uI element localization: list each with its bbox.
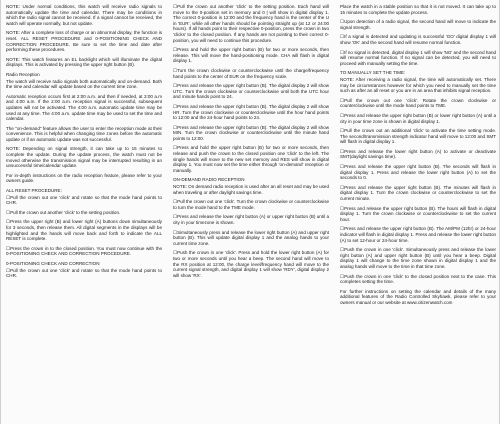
instruction-step: ☐Push the crown in one 'click' to the closed position next to the case. This completes setting the time. (340, 273, 496, 285)
instruction-step: ☐Simultaneously press and release the lower right button (A) and upper right button (B). This will update digital display 1 and the analog hands to your current time zone. (173, 229, 329, 246)
instruction-step: ☐Pull the crown out another 'click' to the setting position. (6, 209, 121, 215)
instruction-step: ☐Pull the crown out one 'click'. Rotate the crown clockwise or counterclockwise until the mode hand points to TME. (340, 97, 496, 109)
paragraph: For further instructions on setting the calendar and details of the many additional features of the Radio Controlled Skyhawk, please refer to your owners manual or our website at www.citizenwatch.com (340, 288, 496, 305)
paragraph: Automatic reception occurs first at 2:00 a.m. and then if needed, at 3:00 a.m and 4:00 a.m. If the 2:00 a.m. reception signal is successful, subsequent updates will not be activated. The 4:00 a.m. automatic update time may be used at any time. The 4:00 a.m. update time may be used to set the time and calendar. (6, 93, 162, 122)
paragraph: NOTE: After a complete loss of charge or an abnormal display, the function is reset. ALL RESET PROCEDURE and 0-POSITIONING CHECK AND CORRECTION PROCEDURE. Be sure to set the time and date after performing these procedures. (6, 30, 162, 53)
instruction-step: ☐Press and release the lower right button (A) or upper right button (B) until a city in your timezone is shown. (173, 214, 329, 225)
paragraph: NOTE: On demand radio reception is used after an all reset and may be used when traveling or after daylight savings time. (173, 184, 329, 195)
instruction-step: ☐Pull the crown out one 'click' and rotate so that the mode hand points to CHR. (6, 194, 162, 206)
instruction-step: ☐Press and release the upper right button (B) or lower right button (A) until a city in your time zone is shown in digital display 1. (340, 112, 496, 124)
section-heading: ALL RESET PROCEDURE: (6, 188, 62, 194)
instruction-step: ☐Press the upper right (B) and lower right (A) buttons down simultaneously for 3 seconds, then release them. All digital segments in the displays will be highlighted and the hands will move back and forth to indicate the ALL RESET is complete. (6, 219, 162, 242)
instruction-step: ☐Press and hold the upper right button (B) for two or more seconds, then release and push the crown to the closed position one 'click' to the left. The single hands will move to the new set memory and RES will show in digital display 1. You must now set the time either through 'on-demand' reception or manually. (173, 145, 329, 173)
instruction-step: ☐Press and release the lower right button (A) to activate or deactivate SMT(daylight savings time). (340, 148, 496, 160)
instruction-step: ☐Pull the crown out an additional 'click' to activate the time setting mode. The second/transmission strength indicator hand will move to 12:00 and SMT will flash in digital display 1. (340, 128, 496, 145)
text-column-3 (340, 4, 496, 422)
paragraph: The "on-demand" feature allows the user to enter the reception mode at their convenience. This is helpful when changing time zones before the automatic update or if an automatic update was not successful. (6, 125, 162, 142)
paragraph: NOTE: Depending on signal strength, it can take up to 15 minutes to complete the update. During the update process, the watch must not be moved otherwise the transmission signal may be interrupted resulting in an unsuccessful time/calendar update. (6, 146, 162, 169)
instruction-step: ☐Press and release the upper right button (B). The digital display 2 will show MIN. Turn the crown clockwise or counterclockwise until the minute hand points to 12:00. (173, 124, 329, 141)
paragraph: The watch will receive radio signals both automatically and on-demand. Both the time and calendar will update based on the current time zone. (6, 78, 162, 90)
instruction-step: ☐Press and release the upper right button (B). The minutes will flash in digital display 1. Turn the crown clockwise or counterclockwise to set the current minute. (340, 184, 496, 202)
paragraph: For in-depth instructions on the radio reception feature, please refer to your owners guide. (6, 172, 162, 184)
paragraph: NOTE: After receiving a radio signal, the time will automatically set. There may be circumstances however for which you need to manually set the time such as after an all reset or you are in an area that inhibits signal reception. (340, 76, 496, 94)
instruction-step: ☐Upon detection of a radio signal, the second hand will move to indicate the signal strength. (340, 19, 496, 30)
instruction-step: ☐Press the crown in to the closed position. You must now continue with the 0-POSITIONING CHECK AND CORRECTION PROCEDURE. (6, 245, 162, 257)
instruction-step: ☐Press and release the upper right button (B). The seconds will flash in digital display 1. Press and release the lower right button (A) to set the seconds to 0. (340, 164, 496, 181)
instruction-step: ☐Push the crown in one 'click'. Simultaneously press and release the lower right button (A) and upper right button (B) until you hear a beep. Digital display 1 will change to the time zone shown in digital display 1 and the analog hands will move to the time in that time zone. (340, 247, 496, 269)
paragraph: Place the watch in a stable position so that it is not moved. It can take up to 15 minutes to complete the update process. (340, 4, 496, 15)
instruction-step: ☐Push the crown in one 'click'. Press and hold the lower right button (A) for two or more seconds until you hear a beep. The second hand will move to the RX position at 12:00, the charge level/frequency hand will move to the current signal strength, and digital display 1 will show 'RDY', digital display 2 will show 'RX'. (173, 250, 329, 278)
text-column-1 (6, 4, 162, 422)
instruction-step: ☐Pull the crown out another 'click' to the setting position. Each hand will move to the 0-position set in memory and 0 | will show in digital display 1. The correct 0-position is 12:00 and the frequency hand is the center of the U in 'EUR', while all other hands should be pointing straight up (at 12 or 24:00 hours). If all hands point to their respective 0-position, press the crown in two 'clicks' to the closed position. If any hands are not pointing to their correct 0-position, you will need to continue this procedure. (173, 4, 329, 43)
instruction-step: ☐Pull the crown out one 'click'. Turn the crown clockwise or counterclockwise to turn the mode hand to the TME mode. (173, 199, 329, 210)
instruction-step: ☐Press and release the upper right button (B). The hours will flash in digital display 1. Turn the crown clockwise or counterclockwise to set the current hour. (340, 205, 496, 222)
instruction-step: ☐If a signal is detected and updating is successful 'GO' digital display 1 will show 'OK' and the second hand will resume normal function. (340, 34, 496, 45)
text-column-2 (173, 4, 329, 422)
paragraph: NOTE: This watch features an EL backlight which will illuminate the digital displays. This is activated by pressing the upper right button (B). (6, 56, 162, 68)
section-heading: ON-DEMAND RADIO RECEPTION (173, 177, 245, 183)
section-heading: TO MANUALLY SET THE TIME: (340, 70, 406, 76)
paragraph: NOTE: Under normal conditions, this watch will receive radio signals to automatically update the time and calendar. There may be conditions in which the radio signal cannot be received. If a signal cannot be received, the watch will operate normally, but not update. (6, 4, 162, 26)
instruction-step: ☐Press and release the upper right button (B). The digital display 2 will show UTC. Turn the crown clockwise or counterclockwise until both the UTC hour and minute hands point to 24. (173, 83, 329, 100)
instruction-step: ☐Press and release the upper right button (B). The AM/PM (12hr) or 24-hour indicator will flash in digital display 1. Press and release the lower right button (A) to set 12-hour or 24-hour time. (340, 226, 496, 243)
section-heading: 0-POSITIONING CHECK AND CORRECTION (6, 260, 100, 266)
instruction-step: ☐Press and release the upper right button (B). The digital display 2 will show HR. Turn the crown clockwise or counterclockwise until the hour hand points to 12:00 and the 24-hour hand points to 24. (173, 103, 329, 121)
instruction-step: ☐Turn the crown clockwise or counterclockwise until the charge/frequency hand points to the center of EUR on the frequency scale. (173, 67, 329, 79)
section-heading: Radio Reception (6, 71, 40, 77)
instruction-step: ☐Pull the crown out one 'click' and rotate so that the mode hand points to CHR. (6, 267, 162, 279)
instruction-step: ☐Press and hold the upper right button (B) for two or more seconds, then release. This will move the hand-positioning mode. CHA will flash in digital display 1. (173, 47, 329, 64)
instruction-step: ☐If no signal is detected, digital display 1 will show 'NG' and the second hand will resume normal function. If no signal can be detected, you will need to proceed with manually setting the time. (340, 49, 496, 66)
